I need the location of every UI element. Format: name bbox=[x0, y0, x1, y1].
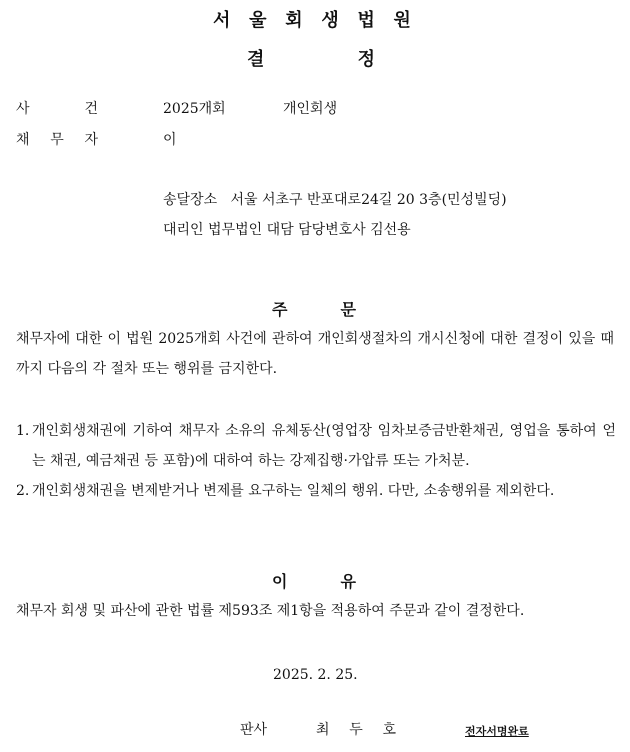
order-item-number: 2. bbox=[16, 483, 30, 499]
reason-body: 채무자 회생 및 파산에 관한 법률 제593조 제1항을 적용하여 주문과 같이 결정한다. bbox=[16, 603, 525, 619]
electronic-signature-label: 전자서명완료 bbox=[465, 725, 529, 738]
decision-date: 2025. 2. 25. bbox=[273, 667, 358, 683]
order-item-number: 1. bbox=[16, 423, 30, 439]
delivery-address bbox=[163, 190, 507, 210]
agent-info: 대리인 법무법인 대담 담당변호사 김선용 bbox=[163, 222, 411, 238]
order-item-text: 개인회생채권을 변제받거나 변제를 요구하는 일체의 행위. 다만, 소송행위를 제외한다. bbox=[32, 483, 555, 499]
court-name: 서 울 회 생 법 원 bbox=[213, 10, 413, 31]
order-item-text: 개인회생채권에 기하여 채무자 소유의 유체동산(영업장 임차보증금반환채권, 영업을 통하여 얻는 채권, 예금채권 등 포함)에 대하여 하는 강제집행·가압류 또는 가처분. bbox=[32, 423, 616, 469]
document-type: 결 정 bbox=[247, 49, 377, 70]
case-name: 개인회생 bbox=[283, 101, 338, 117]
debtor-name: 이 bbox=[163, 132, 177, 148]
judge-name: 최 두 호 bbox=[316, 722, 396, 738]
order-heading: 주 문 bbox=[272, 300, 356, 319]
order-body: 채무자에 대한 이 법원 2025개회 사건에 관하여 개인회생절차의 개시신청에 대한 결정이 있을 때까지 다음의 각 절차 또는 행위를 금지한다. bbox=[16, 331, 614, 377]
order-item bbox=[16, 476, 616, 506]
reason-heading: 이 유 bbox=[272, 572, 356, 591]
delivery-address-text: 서울 서초구 반포대로24길 20 3층(민성빌딩) bbox=[230, 192, 507, 208]
delivery-label: 송달장소 bbox=[163, 192, 218, 208]
judge-title: 판사 bbox=[240, 722, 268, 738]
case-number: 2025개회 bbox=[163, 101, 226, 117]
case-label: 사 건 bbox=[16, 101, 98, 117]
order-item bbox=[16, 416, 616, 476]
debtor-label: 채 무 자 bbox=[16, 132, 98, 148]
